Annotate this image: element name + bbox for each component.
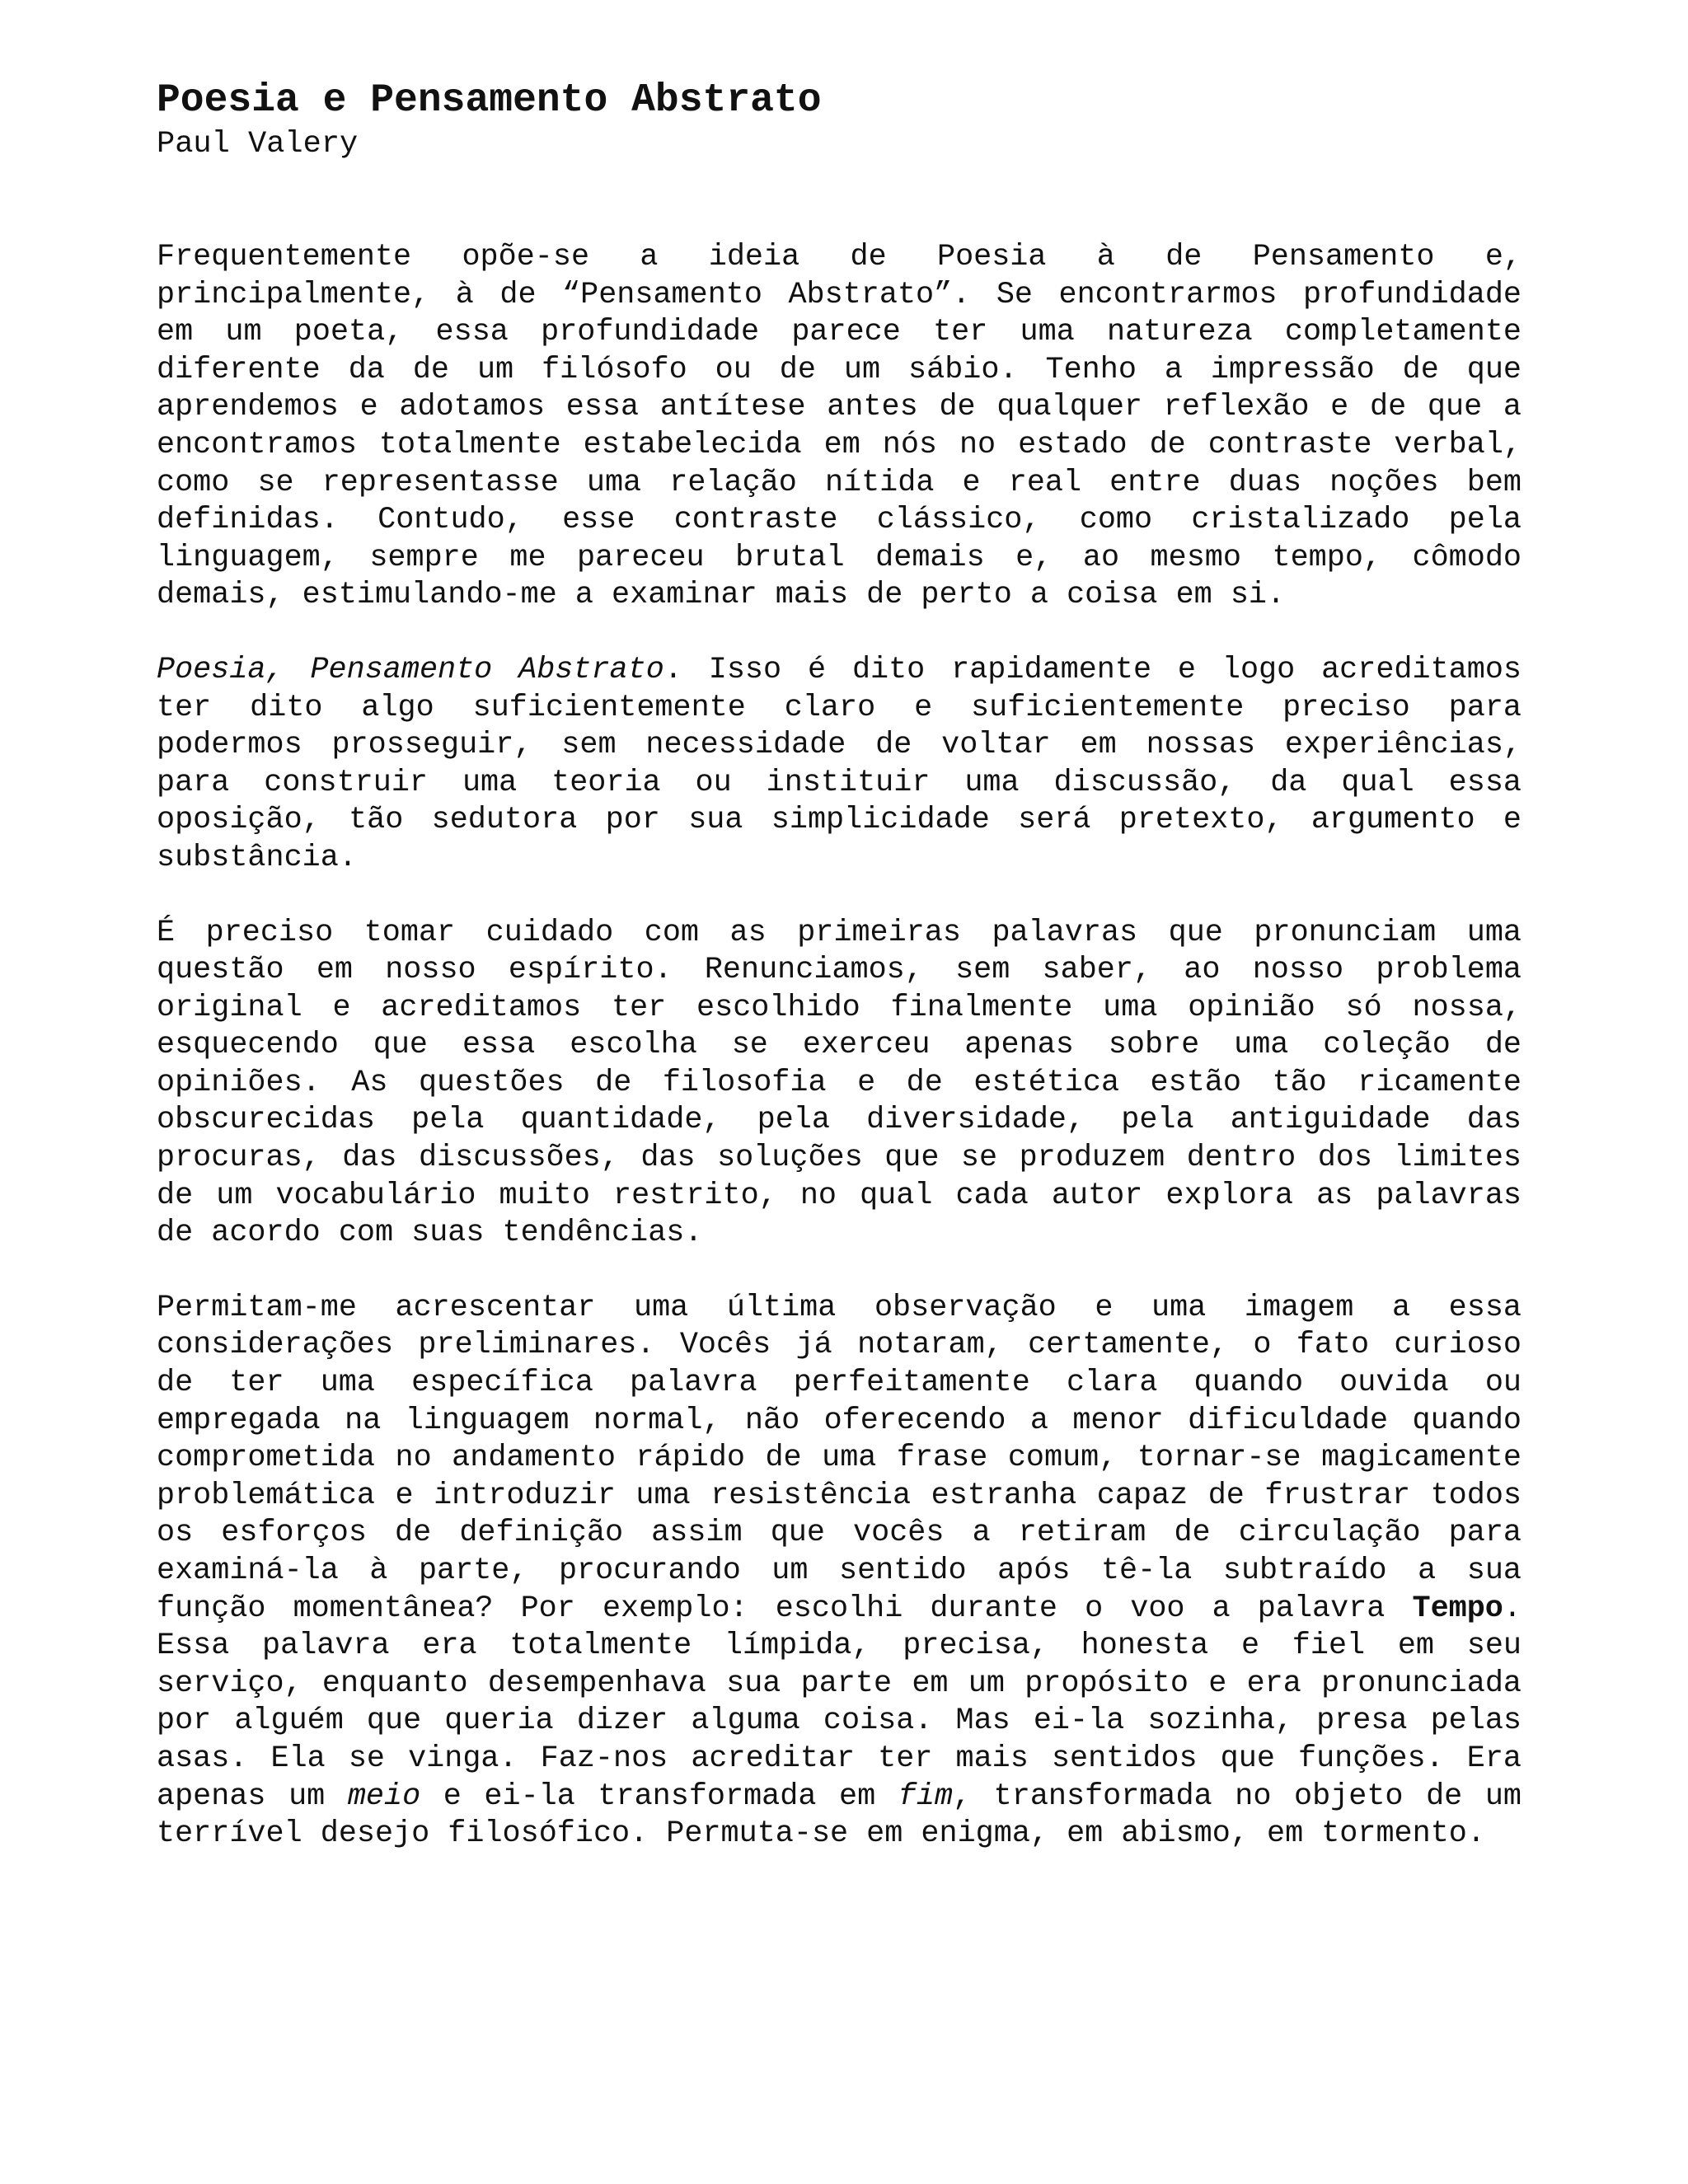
document-page — [157, 76, 1522, 1891]
paragraph-text: Frequentemente opõe-se a ideia de Poesia à de Pensamento e, principalmente, à de “Pensamento Abstrato”. Se encontrarmos profundidade em um poeta, essa profundidade parece ter uma natureza completamente diferente da de um filósofo ou de um sábio. Tenho a impressão de que aprendemos e adotamos essa antítese antes de qualquer reflexão e de que a encontramos totalmente estabelecida em nós no estado de contraste verbal, como se representasse uma relação nítida e real entre duas noções bem definidas. Contudo, esse contraste clássico, como cristalizado pela linguagem, sempre me pareceu brutal demais e, ao mesmo tempo, cômodo demais, estimulando-me a examinar mais de perto a coisa em si. — [157, 240, 1522, 613]
paragraph-2 — [157, 652, 1522, 878]
italic-word: meio — [347, 1779, 421, 1814]
italic-word: fim — [898, 1779, 954, 1814]
paragraph-3 — [157, 915, 1522, 1253]
paragraph-text: É preciso tomar cuidado com as primeiras palavras que pronunciam uma questão em nosso espírito. Renunciamos, sem saber, ao nosso problema original e acreditamos ter escolhido finalmente uma opinião só nossa, esquecendo que essa escolha se exerceu apenas sobre uma coleção de opiniões. As questões de filosofia e de estética estão tão ricamente obscurecidas pela quantidade, pela diversidade, pela antiguidade das procuras, das discussões, das soluções que se produzem dentro dos limites de um vocabulário muito restrito, no qual cada autor explora as palavras de acordo com suas tendências. — [157, 915, 1522, 1251]
paragraph-1 — [157, 239, 1522, 615]
paragraph-4 — [157, 1290, 1522, 1854]
bold-word: Tempo — [1412, 1591, 1503, 1626]
paragraph-text: Permitam-me acrescentar uma última observação e uma imagem a essa considerações preliminares. Vocês já notaram, certamente, o fato curioso de ter uma específica palavra perfeitamente clara quando ouvida ou empregada na linguagem normal, não oferecendo a menor dificuldade quando comprometida no andamento rápido de uma frase comum, tornar-se magicamente problemática e introduzir uma resistência estranha capaz de frustrar todos os esforços de definição assim que vocês a retiram de circulação para examiná-la à parte, procurando um sentido após tê-la subtraído a sua função momentânea? Por exemplo: escolhi durante o voo a palavra — [157, 1290, 1522, 1626]
paragraph-text: , transformada no objeto de um terrível desejo filosófico. Permuta-se em enigma, em abismo, em tormento. — [157, 1779, 1522, 1852]
document-author: Paul Valery — [157, 127, 359, 162]
italic-phrase: Poesia, Pensamento Abstrato — [157, 652, 664, 687]
paragraph-text: . Essa palavra era totalmente límpida, precisa, honesta e fiel em seu serviço, enquanto desempenhava sua parte em um propósito e era pronunciada por alguém que queria dizer alguma coisa. Mas ei-la sozinha, presa pelas asas. Ela se vinga. Faz-nos acreditar ter mais sentidos que funções. Era apenas um — [157, 1591, 1522, 1814]
paragraph-text: e ei-la transformada em — [420, 1779, 898, 1814]
document-title: Poesia e Pensamento Abstrato — [157, 78, 822, 123]
paragraph-text: . Isso é dito rapidamente e logo acreditamos ter dito algo suficientemente claro e suficientemente preciso para podermos prosseguir, sem necessidade de voltar em nossas experiências, para construir uma teoria ou instituir uma discussão, da qual essa oposição, tão sedutora por sua simplicidade será pretexto, argumento e substância. — [157, 652, 1522, 875]
